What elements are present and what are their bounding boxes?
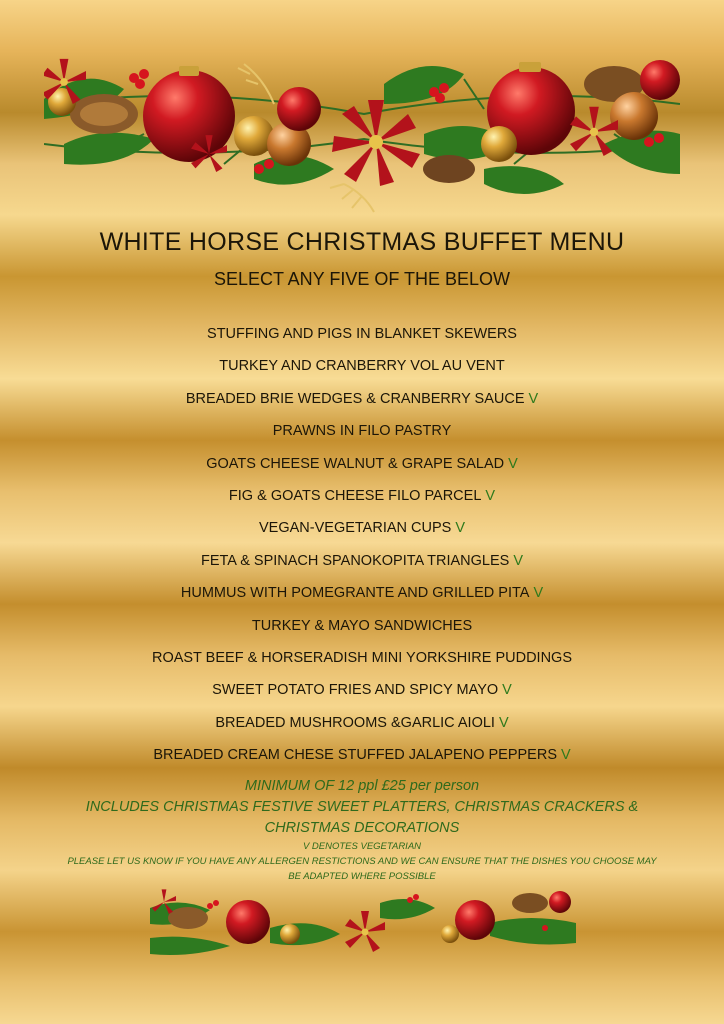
christmas-garland-top bbox=[44, 44, 680, 214]
menu-item bbox=[0, 678, 724, 710]
vegetarian-marker: V bbox=[513, 552, 523, 569]
vegetarian-marker: V bbox=[561, 747, 571, 764]
menu-item-name: BREADED MUSHROOMS &GARLIC AIOLI bbox=[215, 714, 495, 731]
vegetarian-marker: V bbox=[528, 390, 539, 407]
menu-item bbox=[0, 581, 724, 613]
includes-note: INCLUDES CHRISTMAS FESTIVE SWEET PLATTERS, CHRISTMAS CRACKERS & CHRISTMAS DECORATIONS bbox=[85, 799, 639, 836]
christmas-garland-icon bbox=[44, 44, 680, 214]
vegetarian-marker: V bbox=[508, 455, 518, 472]
vegetarian-marker: V bbox=[498, 714, 509, 731]
menu-item-name: PRAWNS IN FILO PASTRY bbox=[272, 423, 452, 440]
christmas-garland-icon bbox=[150, 888, 576, 960]
menu-item bbox=[0, 516, 724, 548]
vegetarian-marker: V bbox=[502, 682, 512, 699]
menu-item bbox=[0, 484, 724, 516]
allergen-note: PLEASE LET US KNOW IF YOU HAVE ANY ALLERGEN RESTICTIONS AND WE CAN ENSURE THAT THE DISHES YOU CHOOSE MAY BE ADAPTED WHERE POSSIBLE bbox=[67, 856, 657, 882]
page-subtitle: SELECT ANY FIVE OF THE BELOW bbox=[213, 269, 511, 289]
menu-item-name: FETA & SPINACH SPANOKOPITA TRIANGLES bbox=[200, 552, 510, 569]
menu-item-name: BREADED CREAM CHESE STUFFED JALAPENO PEPPERS bbox=[153, 747, 557, 764]
menu-item-name: GOATS CHEESE WALNUT & GRAPE SALAD bbox=[206, 455, 505, 472]
menu-item bbox=[0, 322, 724, 354]
vegetarian-marker: V bbox=[533, 585, 544, 602]
holly-icon bbox=[150, 899, 576, 955]
menu-item bbox=[0, 743, 724, 775]
menu-item-name: BREADED BRIE WEDGES & CRANBERRY SAUCE bbox=[185, 390, 525, 407]
vegetarian-marker: V bbox=[485, 487, 496, 504]
menu-item bbox=[0, 387, 724, 419]
menu-item-name: ROAST BEEF & HORSERADISH MINI YORKSHIRE PUDDINGS bbox=[151, 649, 573, 666]
menu-item-name: TURKEY & MAYO SANDWICHES bbox=[251, 617, 473, 634]
minimum-note: MINIMUM OF 12 ppl £25 per person bbox=[244, 778, 480, 794]
menu-item-name: HUMMUS WITH POMEGRANTE AND GRILLED PITA bbox=[180, 585, 530, 602]
christmas-garland-bottom bbox=[150, 888, 576, 960]
menu-item bbox=[0, 646, 724, 678]
footer-notes bbox=[0, 775, 724, 884]
vegetarian-marker: V bbox=[455, 520, 465, 537]
menu-item bbox=[0, 354, 724, 386]
menu-item-name: FIG & GOATS CHEESE FILO PARCEL bbox=[228, 487, 482, 504]
menu-item bbox=[0, 711, 724, 743]
menu-item bbox=[0, 614, 724, 646]
menu-item bbox=[0, 419, 724, 451]
menu-list bbox=[0, 322, 724, 775]
menu-item-name: TURKEY AND CRANBERRY VOL AU VENT bbox=[219, 358, 505, 375]
menu-item-name: STUFFING AND PIGS IN BLANKET SKEWERS bbox=[207, 326, 517, 342]
menu-item-name: VEGAN-VEGETARIAN CUPS bbox=[259, 520, 452, 537]
menu-item bbox=[0, 452, 724, 484]
menu-item bbox=[0, 549, 724, 581]
veg-note: V DENOTES VEGETARIAN bbox=[302, 841, 422, 852]
menu-item-name: SWEET POTATO FRIES AND SPICY MAYO bbox=[212, 682, 499, 699]
page-title: WHITE HORSE CHRISTMAS BUFFET MENU bbox=[99, 228, 625, 256]
